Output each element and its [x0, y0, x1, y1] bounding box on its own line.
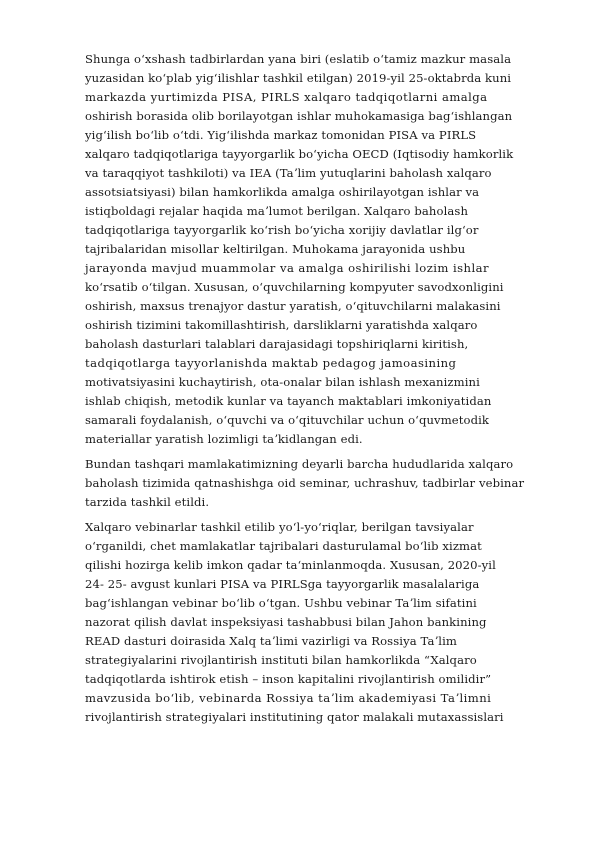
paragraph-regional-seminars [85, 455, 555, 512]
text-line: oshirish tizimini takomillashtirish, darsliklarni yaratishda xalqaro [85, 318, 478, 332]
text-line: assotsiatsiyasi) bilan hamkorlikda amalga oshirilayotgan ishlar va [85, 185, 480, 199]
text-line: oʻrganildi, chet mamlakatlar tajribalari dasturulamal boʻlib xizmat [85, 539, 482, 553]
text-line: tadqiqotlariga tayyorgarlik koʻrish boʻyicha xorijiy davlatlar ilgʻor [85, 223, 479, 237]
text-line: mavzusida boʻlib, vebinarda Rossiya taʼlim akademiyasi Taʼlimni [85, 691, 492, 705]
text-line: oshirish borasida olib borilayotgan ishlar muhokamasiga bagʻishlangan [85, 109, 513, 123]
text-line: yigʻilish boʻlib oʻtdi. Yigʻilishda markaz tomonidan PISA va PIRLS [85, 128, 477, 142]
text-line: motivatsiyasini kuchaytirish, ota-onalar bilan ishlash mexanizmini [85, 375, 480, 389]
text-line: markazda yurtimizda PISA, PIRLS xalqaro tadqiqotlarni amalga [85, 90, 488, 104]
text-line: Bundan tashqari mamlakatimizning deyarli barcha hududlarida xalqaro [85, 457, 514, 471]
text-line: istiqboldagi rejalar haqida maʼlumot berilgan. Xalqaro baholash [85, 204, 469, 218]
text-line: oshirish, maxsus trenajyor dastur yaratish, oʻqituvchilarni malakasini [85, 299, 501, 313]
text-line: baholash dasturlari talablari darajasidagi topshiriqlarni kiritish, [85, 337, 469, 351]
paragraph-pisa-meeting [85, 50, 555, 449]
text-line: qilishi hozirga kelib imkon qadar taʻminlanmoqda. Xususan, 2020-yil [85, 558, 496, 572]
paragraph-international-webinars [85, 518, 555, 727]
text-line: materiallar yaratish lozimligi taʼkidlangan edi. [85, 432, 363, 446]
text-line: nazorat qilish davlat inspeksiyasi tashabbusi bilan Jahon bankining [85, 615, 487, 629]
text-line: koʻrsatib oʻtilgan. Xususan, oʻquvchilarning kompyuter savodxonligini [85, 280, 504, 294]
text-line: 24- 25- avgust kunlari PISA va PIRLSga tayyorgarlik masalalariga [85, 577, 480, 591]
text-line: Shunga oʻxshash tadbirlardan yana biri (eslatib oʻtamiz mazkur masala [85, 52, 512, 66]
text-line: tadqiqotlarda ishtirok etish – inson kapitalini rivojlantirish omilidir” [85, 672, 492, 686]
text-line: strategiyalarini rivojlantirish instituti bilan hamkorlikda “Xalqaro [85, 653, 477, 667]
document-body [85, 50, 555, 727]
text-line: rivojlantirish strategiyalari institutining qator malakali mutaxassislari [85, 710, 504, 724]
text-line: xalqaro tadqiqotlariga tayyorgarlik boʻyicha OECD (Iqtisodiy hamkorlik [85, 147, 514, 161]
text-line: bagʻishlangan vebinar boʻlib oʻtgan. Ushbu vebinar Taʼlim sifatini [85, 596, 477, 610]
text-line: yuzasidan koʻplab yigʻilishlar tashkil etilgan) 2019-yil 25-oktabrda kuni [85, 71, 512, 85]
text-line: baholash tizimida qatnashishga oid seminar, uchrashuv, tadbirlar vebinar [85, 476, 525, 490]
text-line: samarali foydalanish, oʻquvchi va oʻqituvchilar uchun oʻquvmetodik [85, 413, 490, 427]
text-line: tarzida tashkil etildi. [85, 495, 210, 509]
text-line: ishlab chiqish, metodik kunlar va tayanch maktablari imkoniyatidan [85, 394, 492, 408]
text-line: tadqiqotlarga tayyorlanishda maktab pedagog jamoasining [85, 356, 457, 370]
text-line: va taraqqiyot tashkiloti) va IEA (Taʼlim yutuqlarini baholash xalqaro [85, 166, 492, 180]
text-line: jarayonda mavjud muammolar va amalga oshirilishi lozim ishlar [85, 261, 489, 275]
text-line: READ dasturi doirasida Xalq taʼlimi vazirligi va Rossiya Taʼlim [85, 634, 457, 648]
text-line: Xalqaro vebinarlar tashkil etilib yoʻl-yoʻriqlar, berilgan tavsiyalar [85, 520, 474, 534]
text-line: tajribalaridan misollar keltirilgan. Muhokama jarayonida ushbu [85, 242, 466, 256]
